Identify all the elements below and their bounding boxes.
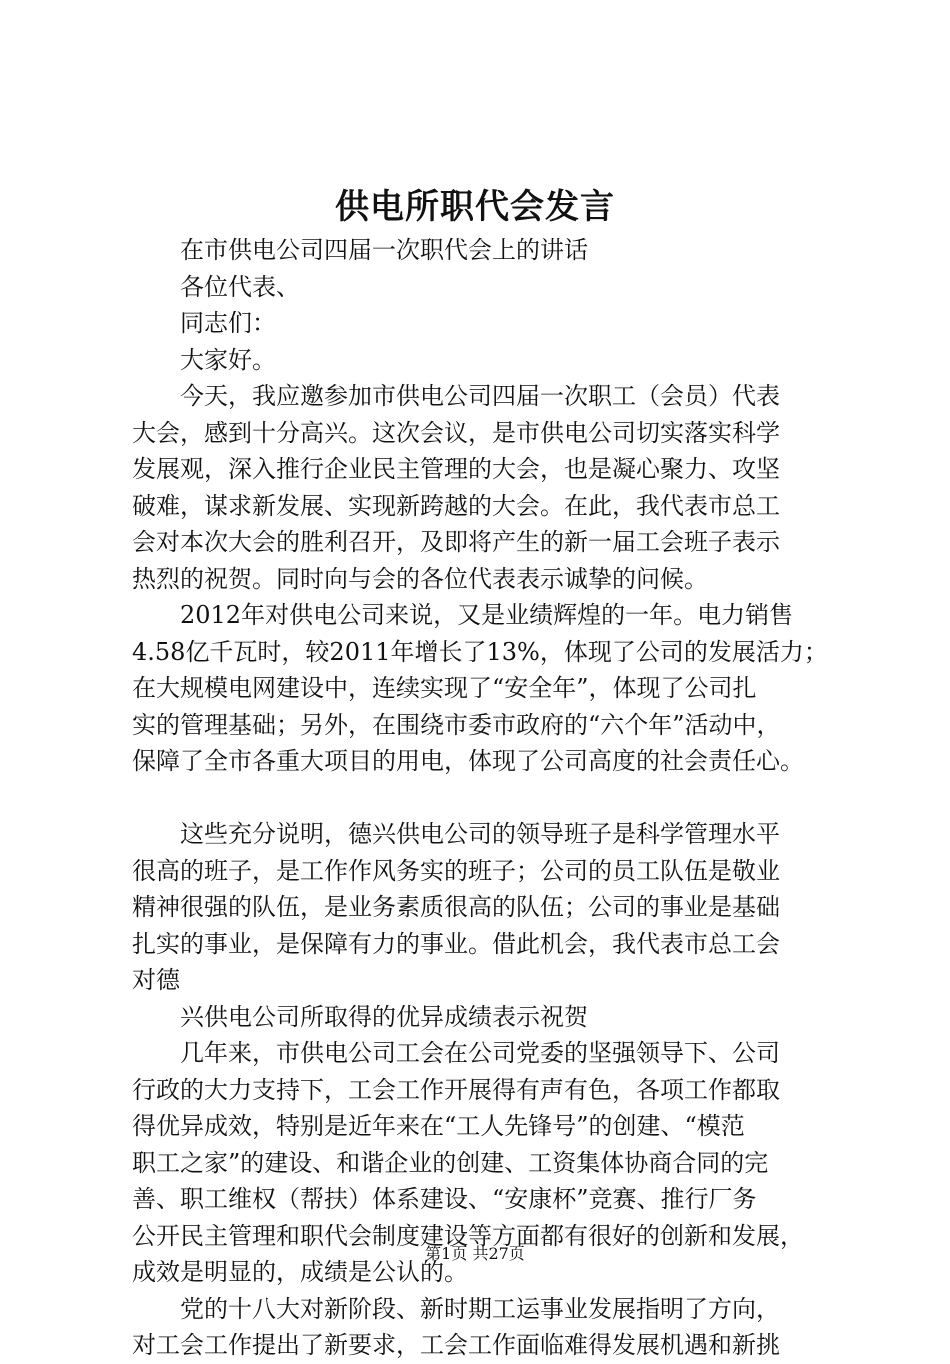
text-line: 发展观，深入推行企业民主管理的大会，也是凝心聚力、攻坚 [132, 455, 780, 483]
text-line: 这些充分说明，德兴供电公司的领导班子是科学管理水平 [180, 820, 780, 848]
text-line: 在市供电公司四届一次职代会上的讲话 [180, 236, 588, 264]
text-line: 各位代表、 [180, 272, 300, 301]
text-line: 得优异成效，特别是近年来在“工人先锋号”的创建、“模范 [132, 1112, 745, 1140]
text-line: 大会，感到十分高兴。这次会议，是市供电公司切实落实科学 [132, 418, 780, 447]
text-line: 善、职工维权（帮扶）体系建设、“安康杯”竞赛、推行厂务 [132, 1185, 757, 1213]
text-line: 同志们： [180, 309, 276, 337]
text-line: 在大规模电网建设中，连续实现了“安全年”，体现了公司扎 [132, 674, 757, 702]
text-line: 会对本次大会的胜利召开，及即将产生的新一届工会班子表示 [132, 528, 780, 556]
text-line: 对工会工作提出了新要求，工会工作面临难得发展机遇和新挑 [132, 1331, 780, 1359]
text-line: 实的管理基础；另外，在围绕市委市政府的“六个年”活动中， [132, 710, 781, 739]
text-line: 兴供电公司所取得的优异成绩表示祝贺 [180, 1002, 588, 1031]
document-title: 供电所职代会发言 [335, 187, 615, 227]
text-line: 对德 [132, 966, 180, 994]
text-line: 公开民主管理和职代会制度建设等方面都有很好的创新和发展， [132, 1221, 804, 1250]
blank-line [132, 780, 832, 817]
document-body [132, 232, 832, 1364]
text-line: 热烈的祝贺。同时向与会的各位代表表示诚挚的问候。 [132, 564, 708, 593]
text-line: 党的十八大对新阶段、新时期工运事业发展指明了方向， [180, 1294, 780, 1323]
text-line: 2012年对供电公司来说，又是业绩辉煌的一年。电力销售 [180, 601, 794, 629]
text-line: 今天，我应邀参加市供电公司四届一次职工（会员）代表 [180, 382, 780, 410]
text-line: 职工之家”的建设、和谐企业的创建、工资集体协商合同的完 [132, 1148, 769, 1177]
text-line: 行政的大力支持下，工会工作开展得有声有色，各项工作都取 [132, 1075, 780, 1104]
text-line: 精神很强的队伍，是业务素质很高的队伍；公司的事业是基础 [132, 893, 780, 921]
text-line: 破难，谋求新发展、实现新跨越的大会。在此，我代表市总工 [132, 491, 780, 520]
text-line: 大家好。 [180, 345, 276, 374]
text-line: 扎实的事业，是保障有力的事业。借此机会，我代表市总工会 [132, 929, 780, 958]
text-line: 几年来，市供电公司工会在公司党委的坚强领导下、公司 [180, 1039, 780, 1067]
text-line: 成效是明显的，成绩是公认的。 [132, 1258, 468, 1286]
text-line: 保障了全市各重大项目的用电，体现了公司高度的社会责任心。 [132, 747, 804, 775]
page-number: 第1页 共27页 [425, 1244, 525, 1263]
text-line: 4.58亿千瓦时，较2011年增长了13%，体现了公司的发展活力； [132, 637, 828, 666]
text-line: 很高的班子，是工作作风务实的班子；公司的员工队伍是敬业 [132, 856, 780, 885]
